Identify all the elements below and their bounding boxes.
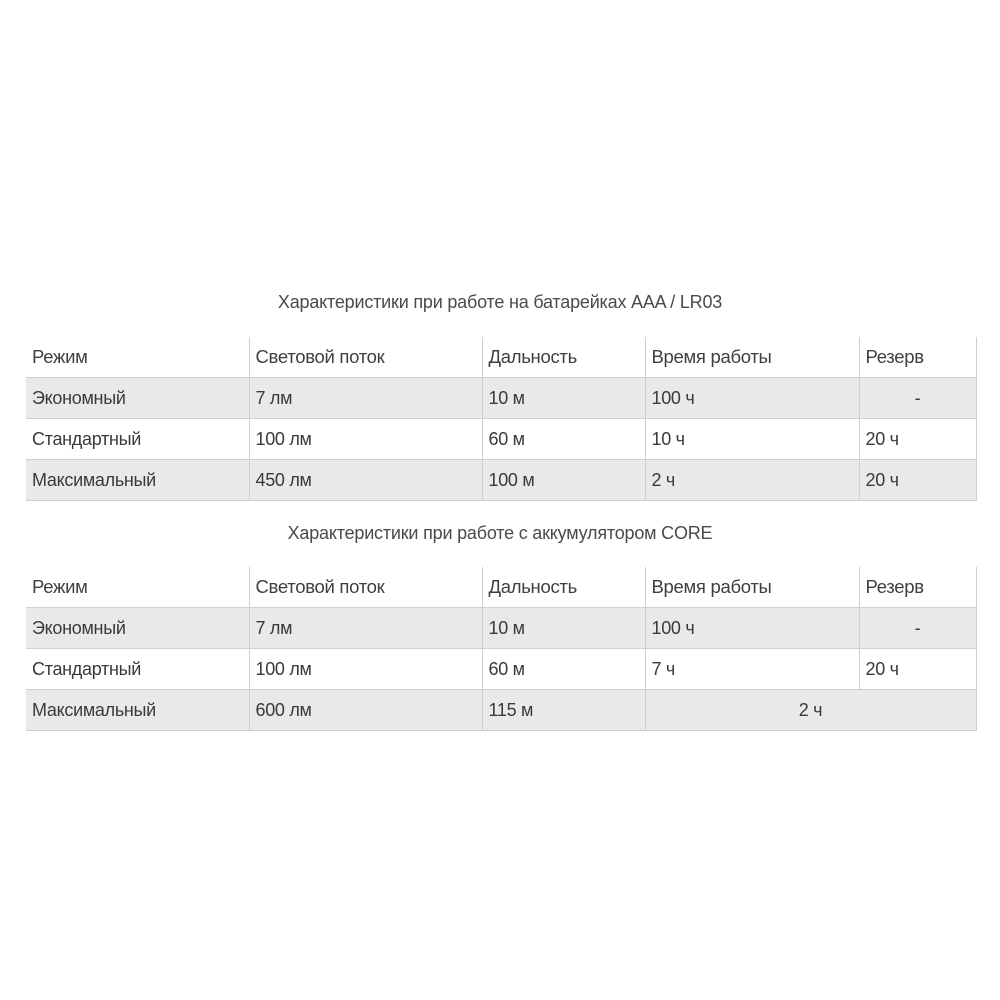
header-runtime: Время работы	[645, 567, 859, 608]
header-luminous-flux: Световой поток	[249, 567, 482, 608]
cell-luminous-flux: 600 лм	[249, 690, 482, 731]
cell-mode: Максимальный	[26, 690, 249, 731]
header-mode: Режим	[32, 346, 88, 367]
cell-mode: Стандартный	[26, 419, 249, 460]
cell-range: 115 м	[482, 690, 645, 731]
cell-range: 100 м	[482, 460, 645, 501]
table-row	[26, 378, 976, 419]
table-row	[26, 649, 976, 690]
header-range: Дальность	[482, 337, 645, 378]
header-reserve: Резерв	[859, 567, 976, 608]
header-luminous-flux: Световой поток	[249, 337, 482, 378]
cell-runtime: 7 ч	[645, 649, 859, 690]
cell-runtime: 100 ч	[645, 608, 859, 649]
table-header-row	[26, 567, 976, 608]
cell-mode: Максимальный	[26, 460, 249, 501]
cell-runtime: 10 ч	[645, 419, 859, 460]
cell-luminous-flux: 7 лм	[249, 608, 482, 649]
cell-luminous-flux: 100 лм	[249, 649, 482, 690]
table-header-row	[26, 337, 976, 378]
cell-range: 60 м	[482, 419, 645, 460]
cell-runtime: 2 ч	[645, 460, 859, 501]
cell-mode: Стандартный	[26, 649, 249, 690]
table-1-caption: Характеристики при работе на батарейках AAA / LR03	[277, 292, 723, 312]
header-reserve: Резерв	[859, 337, 976, 378]
header-range: Дальность	[482, 567, 645, 608]
cell-range: 10 м	[482, 378, 645, 419]
table-row	[26, 608, 976, 649]
table-2-caption: Характеристики при работе с аккумулятором CORE	[287, 523, 713, 543]
cell-reserve: 20 ч	[859, 460, 976, 501]
cell-mode: Экономный	[26, 378, 249, 419]
cell-luminous-flux: 7 лм	[249, 378, 482, 419]
header-mode: Режим	[32, 576, 88, 597]
table-row	[26, 419, 976, 460]
cell-range: 60 м	[482, 649, 645, 690]
cell-luminous-flux: 450 лм	[249, 460, 482, 501]
cell-reserve: 20 ч	[859, 649, 976, 690]
batteries-spec-table	[26, 337, 977, 501]
cell-runtime-and-reserve: 2 ч	[645, 690, 976, 731]
header-runtime: Время работы	[645, 337, 859, 378]
cell-runtime: 100 ч	[645, 378, 859, 419]
cell-luminous-flux: 100 лм	[249, 419, 482, 460]
table-row	[26, 460, 976, 501]
cell-mode: Экономный	[26, 608, 249, 649]
accumulator-spec-table	[26, 567, 977, 731]
table-row	[26, 690, 976, 731]
cell-reserve: -	[859, 378, 976, 419]
cell-reserve: -	[859, 608, 976, 649]
cell-reserve: 20 ч	[859, 419, 976, 460]
cell-range: 10 м	[482, 608, 645, 649]
